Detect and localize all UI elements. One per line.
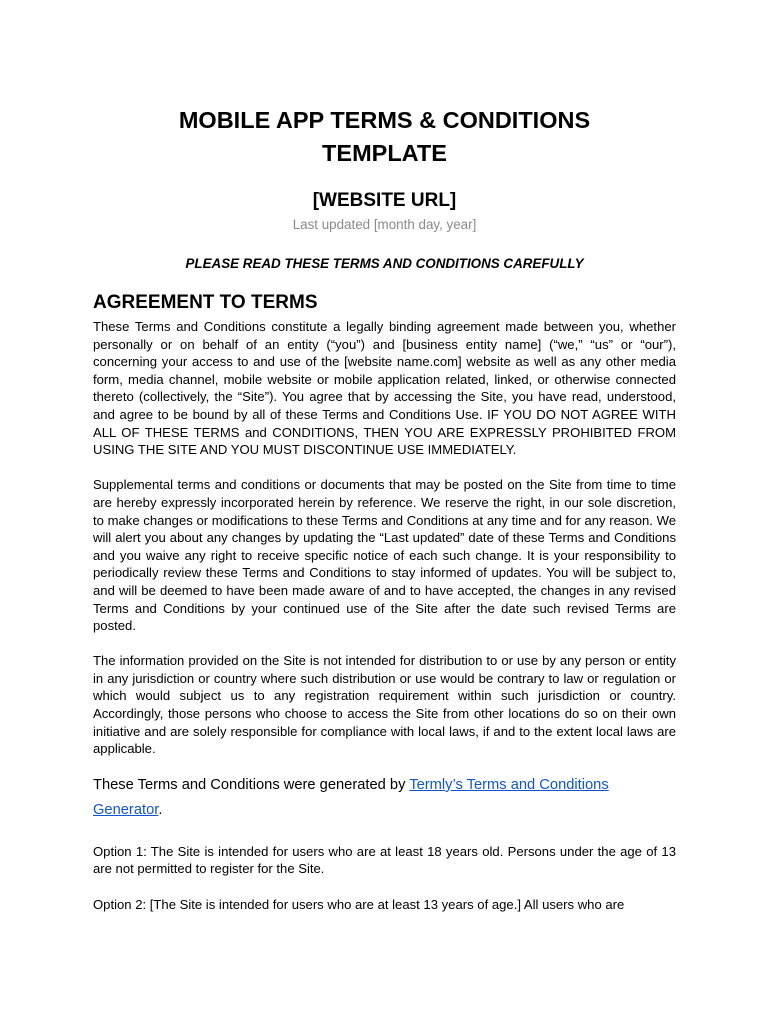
read-carefully-notice: PLEASE READ THESE TERMS AND CONDITIONS CAREFULLY <box>185 256 584 271</box>
document-page <box>93 104 676 913</box>
website-url-placeholder: [WEBSITE URL] <box>312 190 457 211</box>
generated-by-note <box>93 773 676 823</box>
document-title <box>93 104 676 170</box>
option-1-paragraph: Option 1: The Site is intended for users who are at least 18 years old. Persons under the age of 13 are not permitted to register for the Site. <box>93 843 676 877</box>
document-title-line-1: MOBILE APP TERMS & CONDITIONS <box>178 107 591 133</box>
generated-by-suffix: . <box>158 801 163 818</box>
paragraph-jurisdiction: The information provided on the Site is not intended for distribution to or use by any person or entity in any jurisdiction or country where such distribution or use would be contrary to law or regulation or which would subject us to any registration requirement within such jurisdiction or country. Accordingly, those persons who choose to access the Site from other locations do so on their own initiative and are solely responsible for compliance with local laws, if and to the extent local laws are applicable. <box>93 653 676 757</box>
paragraph-supplemental-terms: Supplemental terms and conditions or documents that may be posted on the Site from time to time are hereby expressly incorporated herein by reference. We reserve the right, in our sole discretion, to make changes or modifications to these Terms and Conditions at any time and for any reason. We will alert you about any changes by updating the “Last updated” date of these Terms and Conditions and you waive any right to receive specific notice of each such change. It is your responsibility to periodically review these Terms and Conditions to stay informed of updates. You will be subject to, and will be deemed to have been made aware of and to have accepted, the changes in any revised Terms and Conditions by your continued use of the Site after the date such revised Terms are posted. <box>93 477 676 634</box>
option-2-paragraph: Option 2: [The Site is intended for users who are at least 13 years of age.] All users who are <box>93 896 625 912</box>
last-updated-date: Last updated [month day, year] <box>292 217 477 232</box>
paragraph-agreement: These Terms and Conditions constitute a legally binding agreement made between you, whether personally or on behalf of an entity (“you”) and [business entity name] (“we,” “us” or “our”), concerning your access to and use of the [website name.com] website as well as any other media form, media channel, mobile website or mobile application related, linked, or otherwise connected thereto (collectively, the “Site”). You agree that by accessing the Site, you have read, understood, and agree to be bound by all of these Terms and Conditions Use. IF YOU DO NOT AGREE WITH ALL OF THESE TERMS and CONDITIONS, THEN YOU ARE EXPRESSLY PROHIBITED FROM USING THE SITE AND YOU MUST DISCONTINUE USE IMMEDIATELY. <box>93 319 676 458</box>
generated-by-prefix: These Terms and Conditions were generated by <box>93 776 410 793</box>
termly-generator-link[interactable]: Termly’s Terms and Conditions Generator <box>93 776 609 818</box>
section-heading-agreement: AGREEMENT TO TERMS <box>93 292 318 313</box>
document-title-line-2: TEMPLATE <box>322 140 447 166</box>
